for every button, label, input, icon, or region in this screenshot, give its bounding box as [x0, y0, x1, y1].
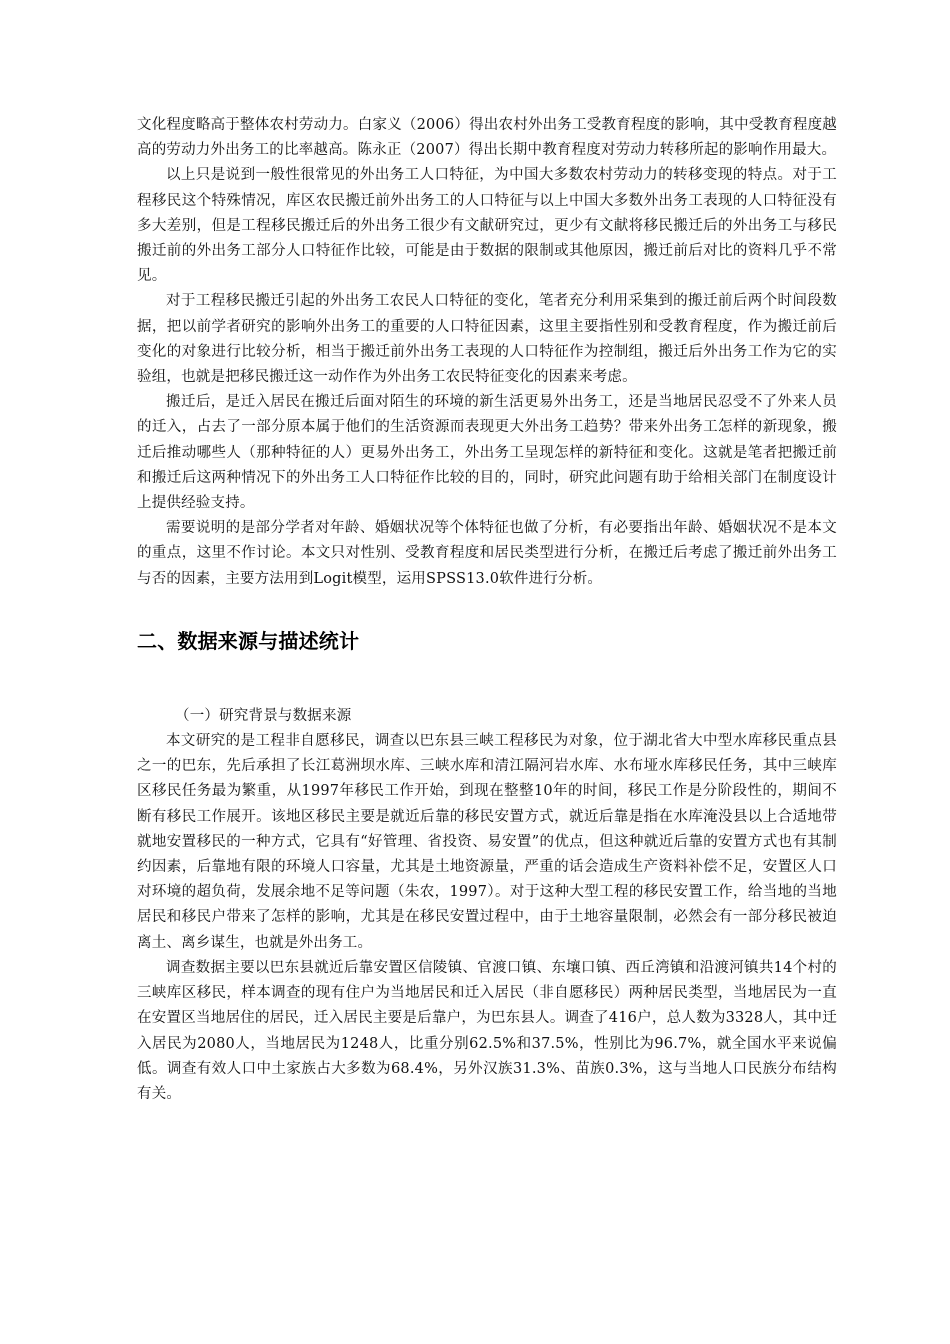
- paragraph: 以上只是说到一般性很常见的外出务工人口特征，为中国大多数农村劳动力的转移变现的特点。对于工程移民这个特殊情况，库区农民搬迁前外出务工的人口特征与以上中国大多数外出务工表现的人口特征没有多大差别，但是工程移民搬迁后的外出务工很少有文献研究过，更少有文献将移民搬迁后的外出务工与移民搬迁前的外出务工部分人口特征作比较，可能是由于数据的限制或其他原因，搬迁前后对比的资料几乎不常见。: [137, 167, 837, 285]
- subsection-heading: （一）研究背景与数据来源: [175, 707, 352, 724]
- section-heading: 二、数据来源与描述统计: [137, 628, 360, 653]
- paragraph: 需要说明的是部分学者对年龄、婚姻状况等个体特征也做了分析，有必要指出年龄、婚姻状况不是本文的重点，这里不作讨论。本文只对性别、受教育程度和居民类型进行分析，在搬迁后考虑了搬迁前外出务工与否的因素，主要方法用到Logit模型，运用SPSS13.0软件进行分析。: [137, 520, 837, 587]
- paragraph: 对于工程移民搬迁引起的外出务工农民人口特征的变化，笔者充分利用采集到的搬迁前后两个时间段数据，把以前学者研究的影响外出务工的重要的人口特征因素，这里主要指性别和受教育程度，作为搬迁前后变化的对象进行比较分析，相当于搬迁前外出务工表现的人口特征作为控制组，搬迁后外出务工作为它的实验组，也就是把移民搬迁这一动作作为外出务工农民特征变化的因素来考虑。: [137, 293, 837, 386]
- paragraph-continuation: 文化程度略高于整体农村劳动力。白家义（2006）得出农村外出务工受教育程度的影响，其中受教育程度越高的劳动力外出务工的比率越高。陈永正（2007）得出长期中教育程度对劳动力转移所起的影响作用最大。: [137, 117, 837, 159]
- paragraph: 本文研究的是工程非自愿移民，调查以巴东县三峡工程移民为对象，位于湖北省大中型水库移民重点县之一的巴东，先后承担了长江葛洲坝水库、三峡水库和清江隔河岩水库、水布垭水库移民任务，其中三峡库区移民任务最为繁重，从1997年移民工作开始，到现在整整10年的时间，移民工作是分阶段性的，期间不断有移民工作展开。该地区移民主要是就近后靠的移民安置方式，就近后靠是指在水库淹没县以上合适地带就地安置移民的一种方式，它具有“好管理、省投资、易安置”的优点，但这种就近后靠的安置方式也有其制约因素，后靠地有限的环境人口容量，尤其是土地资源量，严重的话会造成生产资料补偿不足，安置区人口对环境的超负荷，发展余地不足等问题（朱农，1997）。对于这种大型工程的移民安置工作，给当地的当地居民和移民户带来了怎样的影响，尤其是在移民安置过程中，由于土地容量限制，必然会有一部分移民被迫离土、离乡谋生，也就是外出务工。: [137, 733, 837, 951]
- paragraph: 调查数据主要以巴东县就近后靠安置区信陵镇、官渡口镇、东壤口镇、西丘湾镇和沿渡河镇共14个村的三峡库区移民，样本调查的现有住户为当地居民和迁入居民（非自愿移民）两种居民类型，当地居民为一直在安置区当地居住的居民，迁入居民主要是后靠户，为巴东县人。调查了416户，总人数为3328人，其中迁入居民为2080人，当地居民为1248人，比重分别62.5%和37.5%，性别比为96.7%，就全国水平来说偏低。调查有效人口中土家族占大多数为68.4%，另外汉族31.3%、苗族0.3%，这与当地人口民族分布结构有关。: [137, 959, 837, 1102]
- paragraph: 搬迁后，是迁入居民在搬迁后面对陌生的环境的新生活更易外出务工，还是当地居民忍受不了外来人员的迁入，占去了一部分原本属于他们的生活资源而表现更大外出务工趋势？带来外出务工怎样的新现象，搬迁后推动哪些人（那种特征的人）更易外出务工，外出务工呈现怎样的新特征和变化。这就是笔者把搬迁前和搬迁后这两种情况下的外出务工人口特征作比较的目的，同时，研究此问题有助于给相关部门在制度设计上提供经验支持。: [137, 394, 837, 512]
- page-body: [137, 113, 837, 1107]
